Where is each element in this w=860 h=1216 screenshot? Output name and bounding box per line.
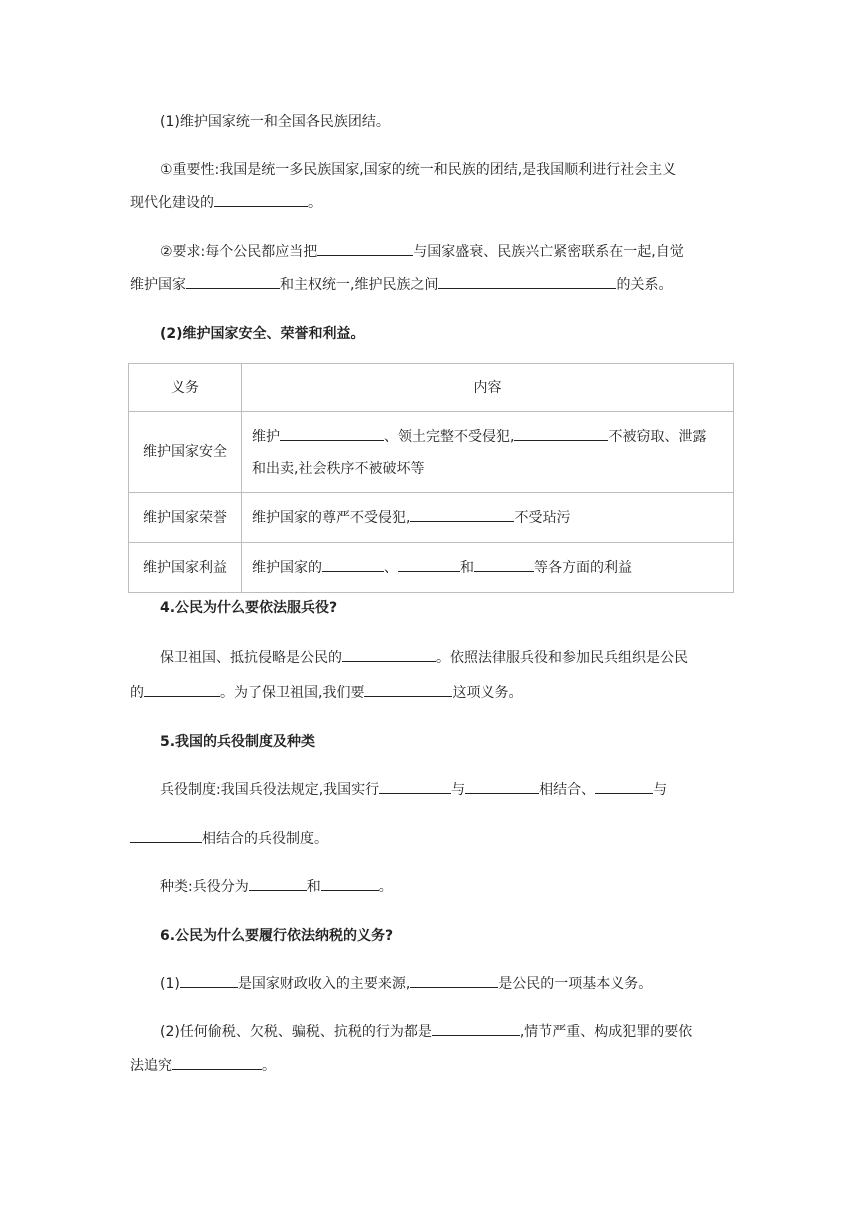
cell-text: 维护国家的 bbox=[252, 560, 322, 576]
cell-text: 不被窃取、泄露 bbox=[608, 428, 707, 445]
requirement-text: 和主权统一,维护民族之间 bbox=[280, 277, 439, 293]
fill-blank[interactable] bbox=[321, 876, 379, 891]
s4-text: 。依照法律服兵役和参加民兵组织是公民 bbox=[436, 650, 688, 666]
header-content: 内容 bbox=[242, 364, 734, 412]
fill-blank[interactable] bbox=[432, 1021, 520, 1036]
fill-blank[interactable] bbox=[379, 779, 451, 794]
fill-blank[interactable] bbox=[180, 973, 238, 988]
cell-text: 和 bbox=[460, 560, 474, 576]
fill-blank[interactable] bbox=[317, 241, 413, 256]
s6-text: 是国家财政收入的主要来源, bbox=[237, 976, 411, 992]
fill-blank[interactable] bbox=[595, 779, 653, 794]
section-4-heading: 4.公民为什么要依法服兵役? bbox=[160, 600, 338, 616]
fill-blank[interactable] bbox=[322, 557, 384, 572]
punct: 。 bbox=[308, 195, 322, 211]
requirement-text: 与国家盛衰、民族兴亡紧密联系在一起,自觉 bbox=[413, 244, 684, 260]
s6-text: 法追究 bbox=[130, 1058, 172, 1074]
cell-text: 维护 bbox=[252, 428, 280, 445]
requirement-text: 维护国家 bbox=[130, 277, 186, 293]
s5-text: 种类:兵役分为 bbox=[160, 879, 249, 895]
s6-text: (2)任何偷税、欠税、骗税、抗税的行为都是 bbox=[160, 1024, 432, 1040]
table-row bbox=[129, 543, 734, 593]
fill-blank[interactable] bbox=[214, 192, 308, 207]
fill-blank[interactable] bbox=[249, 876, 307, 891]
s5-text: 相结合、 bbox=[539, 782, 596, 798]
fill-blank[interactable] bbox=[410, 507, 514, 522]
s5-text: 。 bbox=[378, 879, 393, 895]
fill-blank[interactable] bbox=[465, 779, 539, 794]
s6-line-3 bbox=[130, 1055, 276, 1076]
fill-blank[interactable] bbox=[474, 557, 534, 572]
content-honor bbox=[242, 493, 734, 543]
s6-text: ,情节严重、构成犯罪的要依 bbox=[519, 1024, 693, 1040]
cell-text: 、领土完整不受侵犯, bbox=[384, 428, 515, 445]
s6-line-2 bbox=[160, 1021, 692, 1042]
fill-blank[interactable] bbox=[144, 682, 220, 697]
s5-line-2 bbox=[130, 828, 328, 849]
s6-line-1 bbox=[160, 973, 652, 994]
fill-blank[interactable] bbox=[398, 557, 460, 572]
fill-blank[interactable] bbox=[342, 647, 436, 662]
section-1-heading: (1)维护国家统一和全国各民族团结。 bbox=[160, 114, 390, 130]
duty-interest: 维护国家利益 bbox=[129, 543, 242, 593]
fill-blank[interactable] bbox=[280, 426, 384, 441]
s6-text: 是公民的一项基本义务。 bbox=[498, 976, 653, 992]
header-duty: 义务 bbox=[129, 364, 242, 412]
section-5-heading: 5.我国的兵役制度及种类 bbox=[160, 734, 316, 750]
s6-text: (1) bbox=[160, 976, 180, 992]
requirement-text: 的关系。 bbox=[616, 277, 673, 293]
table-header-row bbox=[129, 364, 734, 412]
s4-line-2 bbox=[130, 682, 522, 703]
s5-text: 兵役制度:我国兵役法规定,我国实行 bbox=[160, 782, 380, 798]
cell-text: 维护国家的尊严不受侵犯, bbox=[252, 510, 411, 526]
requirement-line-1 bbox=[160, 241, 684, 262]
s5-text: 与 bbox=[451, 782, 466, 798]
fill-blank[interactable] bbox=[186, 274, 280, 289]
s4-line-1 bbox=[160, 647, 688, 668]
requirement-line-2 bbox=[130, 274, 672, 295]
content-security bbox=[242, 412, 734, 493]
table-row bbox=[129, 493, 734, 543]
cell-text: 和出卖,社会秩序不被破坏等 bbox=[252, 460, 425, 477]
s6-text: 。 bbox=[262, 1058, 276, 1074]
requirement-text: ②要求:每个公民都应当把 bbox=[160, 244, 318, 260]
duty-table bbox=[128, 363, 734, 593]
s5-line-1 bbox=[160, 779, 667, 800]
s4-text: 的 bbox=[130, 685, 144, 701]
cell-text: 、 bbox=[384, 560, 398, 576]
s4-text: 这项义务。 bbox=[452, 685, 523, 701]
fill-blank[interactable] bbox=[364, 682, 452, 697]
fill-blank[interactable] bbox=[410, 973, 498, 988]
cell-text: 不受玷污 bbox=[514, 510, 571, 526]
duty-security: 维护国家安全 bbox=[129, 412, 242, 493]
table-row bbox=[129, 412, 734, 493]
section-6-heading: 6.公民为什么要履行依法纳税的义务? bbox=[160, 928, 394, 944]
importance-line-1: ①重要性:我国是统一多民族国家,国家的统一和民族的团结,是我国顺利进行社会主义 bbox=[160, 162, 677, 178]
section-2-heading: (2)维护国家安全、荣誉和利益。 bbox=[160, 326, 365, 342]
s5-line-3 bbox=[160, 876, 393, 897]
s4-text: 保卫祖国、抵抗侵略是公民的 bbox=[160, 650, 342, 666]
fill-blank[interactable] bbox=[438, 274, 616, 289]
fill-blank[interactable] bbox=[130, 828, 202, 843]
content-interest bbox=[242, 543, 734, 593]
cell-text: 等各方面的利益 bbox=[534, 560, 632, 576]
fill-blank[interactable] bbox=[172, 1055, 262, 1070]
s5-text: 与 bbox=[653, 782, 668, 798]
s5-text: 和 bbox=[306, 879, 321, 895]
fill-blank[interactable] bbox=[514, 426, 608, 441]
duty-honor: 维护国家荣誉 bbox=[129, 493, 242, 543]
s5-text: 相结合的兵役制度。 bbox=[202, 831, 328, 847]
importance-text: 现代化建设的 bbox=[130, 195, 214, 211]
s4-text: 。为了保卫祖国,我们要 bbox=[220, 685, 365, 701]
importance-line-2 bbox=[130, 192, 322, 213]
